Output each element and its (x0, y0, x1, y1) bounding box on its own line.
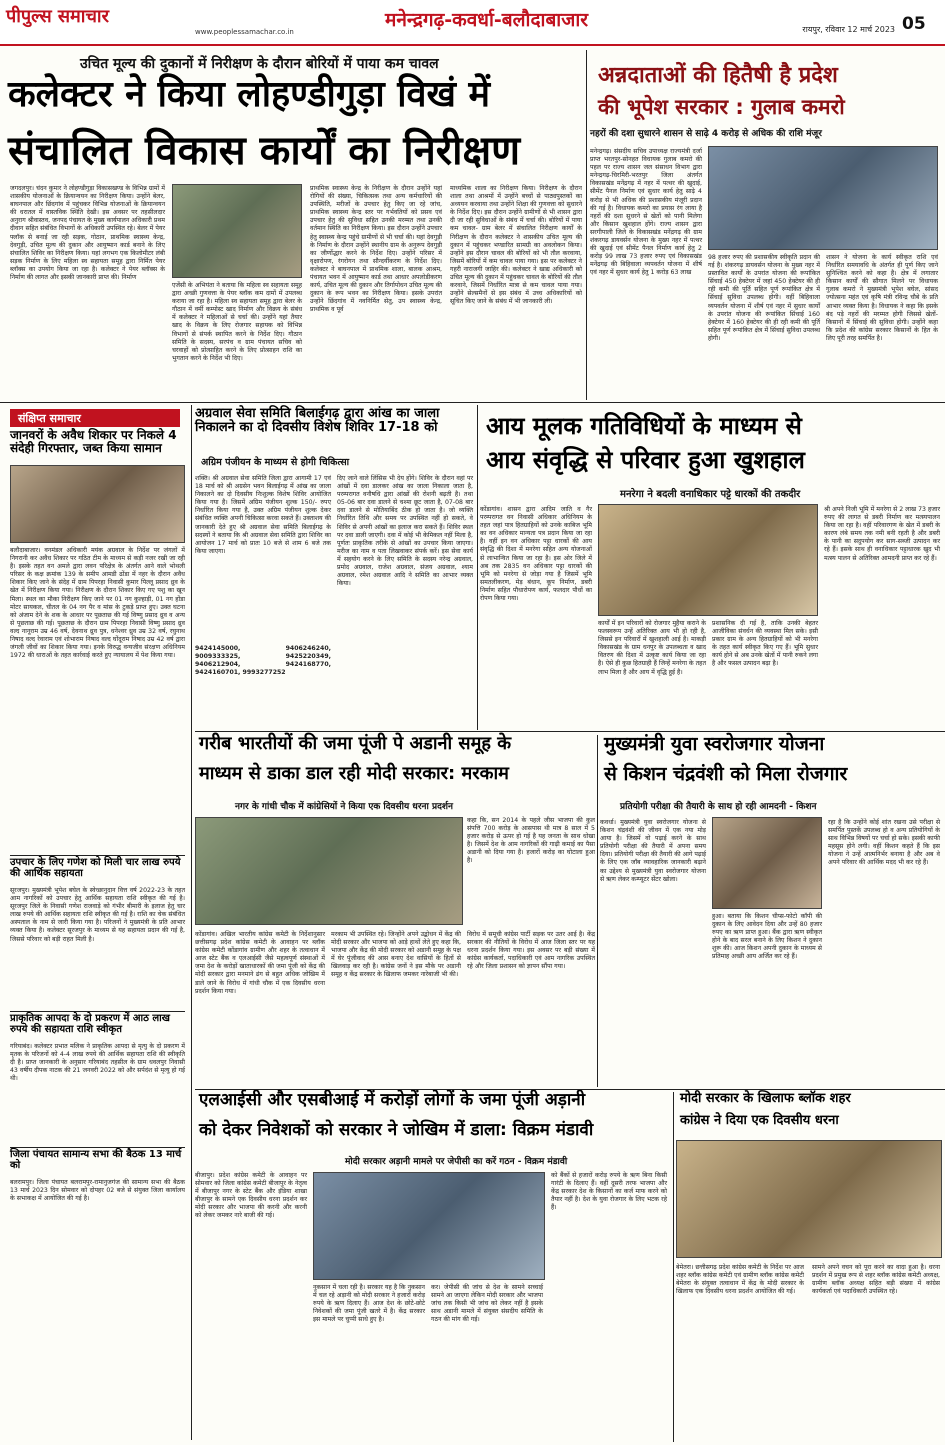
story7-subhead: मोदी सरकार अड़ानी मामले पर जेपीसी का करें गठन - विक्रम मंडावी (345, 1157, 568, 1167)
story2-headline-1: अन्नदाताओं की हितैषी है प्रदेश (598, 63, 838, 88)
story5-column-1: कोंडागांव। अखिल भारतीय कांग्रेस कमेटी के निर्देशानुसार छत्तीसगढ़ प्रदेश कांग्रेस कमेटी के आवाहन पर ब्लॉक कांग्रेस कमेटी कोंडागांव ग्रामीण और शहर के तत्वाधान में आज स्टेट बैंक व एलआईसी जैसे महत्वपूर्ण संस्थाओं में जमा देश के करोड़ों खाताधारकों की जमा पूंजी को केंद्र की मोदी सरकार द्वारा मनमाने ढंग से बहुत अधिक जोखिम में डाले जाने के विरोध में गांधी चौक में एक दिवसीय धरना प्रदर्शन किया गया। (195, 931, 325, 995)
story-block-congress-protest (676, 1092, 942, 1442)
story8-column-1: बेमेतरा। छत्तीसगढ़ प्रदेश कांग्रेस कमेटी के निर्देश पर आज शहर ब्लॉक कांग्रेस कमेटी एवं ग्रामीण ब्लॉक कांग्रेस कमेटी बेमेतरा के संयुक्त तत्वाधान में केंद्र के मोदी सरकार के खिलाफ एक दिवसीय धरना प्रदर्शन आयोजित की गई। (676, 1264, 804, 1296)
story6-headline-1: मुख्यमंत्री युवा स्वरोजगार योजना (604, 733, 825, 755)
story6-column-3: रहा है कि उन्होंने कोई शांत रखना उसे परीक्षा से समर्पित पुस्तकें उपलब्ध हो व अन्य प्रतियोगियों के साथ विभिन्न विषयों पर चर्चा हो सके। इसकी काफी महसूस होने लगी। वहीं किशन कहते हैं कि इस योजना ने उन्हें आत्मनिर्भर बनाया है और अब वे अपने परिवार की आर्थिक मदद भी कर रहे हैं। (828, 819, 940, 867)
logo (6, 4, 166, 28)
story1-photo (172, 184, 302, 278)
row-rule-1 (0, 402, 945, 403)
story3-subhead: अग्रिम पंजीयन के माध्यम से होगी चिकित्सा (201, 457, 350, 468)
brief-divider-2 (10, 1011, 185, 1012)
story-income-growth (480, 410, 942, 730)
story5-headline-1: गरीब भारतीयों की जमा पूंजी पे अडानी समूह के (199, 733, 512, 754)
story2-photo (708, 146, 938, 250)
column-rule-5 (673, 1092, 674, 1442)
story1-column-3: प्राथमिक स्वास्थ्य केन्द्र के निरीक्षण के दौरान उन्होंने यहां रोगियों की संख्या, चिकित्सक तथा अन्य कर्मचारियों की उपस्थिति, मरीजों के उपचार हेतु किए जा रहे जांच, प्राथमिक स्वास्थ्य केन्द्र स्तर पर गर्भवतियों को प्रसव एवं उपचार हेतु की सुविधा सहित उनकी मरम्मत तथा उनकी वर्तमान स्थिति का निरीक्षण किया। इस दौरान उन्होंने उपचार हेतु स्वास्थ्य केन्द्र पहुंचे ग्रामीणों से भी चर्चा की। यहां देवगुड़ी के निर्माण के दौरान उन्होंने स्थानीय ग्राम के अनुरूप देवगुड़ी का जीर्णोद्धार करने के निर्देश दिए। उन्होंने परिसर में वृक्षारोपण, रंगरोगन तथा सौन्दर्यीकरण के निर्देश दिए। कलेक्टर ने बाघनपाल में प्राथमिक शाला, बालक आश्रम, पंचायत भवन में आयुष्मान कार्ड तथा आधार अपलोडीकरण कार्य, उचित मूल्य की दुकान और तिर्गापोधन उचित मूल्य की दुकान के रूप भवन का निरीक्षण किया। इसके उपरांत उन्होंने छिंदगांव में नवनिर्मित सेतु, उप स्वास्थ्य केन्द्र, प्राथमिक व पूर्व (310, 185, 442, 314)
story4-headline-1: आय मूलक गतिविधियों के माध्यम से (486, 412, 802, 440)
story4-column-2: कार्यों में इन परिवारों को रोजगार मुहैया कराने के फलस्वरूप उन्हें अतिरिक्त आय भी हो रही है, जिससे इन परिवारों में खुशहाली आई है। माकड़ी विकासखंड के ग्राम धनपुर के उपलब्धता व खाद वितरण की दिशा में उत्कृष्ट कार्य किया जा रहा है। ऐसे ही कुछ हितग्राही हैं जिन्हें मनरेगा के तहत लाभ मिला है और आय में वृद्धि हुई है। (598, 620, 706, 676)
column-rule-4 (597, 735, 598, 1087)
story2-headline-2: की भूपेश सरकार : गुलाब कमरो (598, 95, 845, 119)
story4-column-1: कोंडागांव। शासन द्वारा आदिम जाति व गैर परम्परागत वन निवासी अधिकार अधिनियम के तहत जहां पात्र हितग्राहियों को उनके काबिज भूमि का वन अधिकार मान्यता पत्र प्रदान किया जा रहा है। वहीं इन वन अधिकार पट्टा धारकों की आय संवृद्धि की दिशा में मनरेगा सहित अन्य योजनाओं से लाभान्वित किया जा रहा है। इस ओर जिले में अब तक 2835 वन अधिकार पट्टा धारकों की भूमि को मनरेगा से जोड़ा गया है जिसमें भूमि समतलीकरण, मेड़ बंधान, कूप निर्माण, डबरी निर्माण सहित पौधारोपण कार्य, फलदार पौधों का रोपण किया गया। (480, 506, 592, 603)
row-rule-2 (195, 731, 945, 732)
meeting-text: बलरामपुर। जिला पंचायत बलरामपुर-रामानुजगंज की सामान्य सभा की बैठक 13 मार्च 2023 दिन सोमवार को दोपहर 02 बजे से संयुक्त जिला कार्यालय के सभाकक्ष में आयोजित की गई है। (10, 1179, 185, 1203)
brief-text: बलौदाबाजार। वनमंडल अधिकारी मयंक अग्रवाल के निर्देश पर जंगलों में निगरानी कर अवैध शिकार पर गठित टीम के माध्यम से कड़ी नजर रखी जा रही है। इसके तहत वन अमले द्वारा लवन परिक्षेत्र के अंतर्गत आने वाले भोथली परिसर के कक्ष क्रमांक 139 के समीप आमडी ढोंडा में नहर के दौरान अवैध शिकार किए जाने के संदेह में ग्राम पिपरहा निवासी कुमार पिल्लू प्रसाद ध्रुव के खेत में निरीक्षण किया गया। निरीक्षण के दौरान शिकार किए गए पशु का खून मिला। स्थल का मौका निरीक्षण किए जाने पर 01 नग कुल्हाड़ी, 01 नग होंडा मोटर सायकल, चीतल के 04 नग पैर व मांस के टुकड़े प्राप्त हुए। उक्त घटना को अंजाम देने के शक के आधार पर पूछताछ की गई विष्णु प्रसाद ध्रुव व अन्य से पूछताछ की गई। पूछताछ के दौरान ग्राम पिपरहा निवासी विष्णु प्रसाद ध्रुव वल्द नानूराम उम्र 46 वर्ष, देवनाथ ध्रुव पुत्र, धनेश्वर ध्रुव उम्र 32 वर्ष, रघुनाथ निषाद वल्द रेवाराम एवं शोभाराम निषाद वल्द घोंदूराम निषाद उम्र 42 वर्ष द्वारा जंगली जीवों का शिकार किया गया। इनके विरुद्ध वन्यजीव संरक्षण अधिनियम 1972 की धाराओं के तहत कार्रवाई करते हुए न्यायालय में पेश किया गया। (10, 547, 185, 660)
story3-column-2: दिए जाने वाले लिंसिस भी देय होंगे। शिविर के दौरान वहां पर आंखों में दवा डालकर आंख का जाला निकाला जाता है, परम्परागत वनौषधि द्वारा आंखों की रोशनी बढ़ती है। तथा 05-06 बार दवा डालने से चश्मा छूट जाता है, 07-08 बार दवा डालने से मोतियाबिंद ठीक हो जाता है। जो व्यक्ति निर्धारित तिथि और समय पर उपस्थित नहीं हो सकते, वे शिविर से अपनी आंखों का इलाज करा सकते हैं। शिविर स्थल पर दवा डाली जाएगी। दवा में कोई भी केमिकल नहीं मिला है, पूर्णतः प्राकृतिक तरीके से आंखों का उपचार किया जाएगा। मरीज का नाम व पता लिखवाकर संपर्क करें। इस सेवा कार्य में सहयोग करने के लिए समिति के सदस्य नरेन्द्र अग्रवाल, प्रमोद अग्रवाल, राजेश अग्रवाल, संजय अग्रवाल, श्याम अग्रवाल, रमेश अग्रवाल आदि ने समिति का आभार व्यक्त किया। (337, 475, 473, 588)
story7-headline-1: एलआईसी और एसबीआई में करोड़ों लोगों के जमा पूंजी अड़ानी (199, 1090, 586, 1110)
column-rule-1 (586, 50, 587, 400)
row-rule-3 (195, 1089, 945, 1090)
brief-divider-1 (10, 855, 185, 856)
story6-headline-2: से किशन चंद्रवंशी को मिला रोजगार (604, 763, 848, 785)
story4-subhead: मनरेगा ने बदली वनाधिकार पट्टे धारकों की तकदीर (620, 489, 801, 500)
aid2-headline: प्राकृतिक आपदा के दो प्रकरण में आठ लाख रुपये की सहायता राशि स्वीकृत (10, 1013, 170, 1035)
story1-column-2: एजेंसी के अभियंता ने बताया कि महिला स्व सहायता समूह द्वारा अच्छी गुणवत्ता के पेयर ब्लॉक कम दामों में उपलब्ध कराया जा रहा है। महिला स्व सहायता समूह द्वारा बेलर के गौठान में वर्मी कम्पोस्ट खाद निर्माण और विक्रय के संबंध में कलेक्टर ने महिलाओं से चर्चा की। उन्होंने यहां तैयार खाद के विक्रय के लिए रोजगार सहायक को विभिन्न विभागों से संपर्क स्थापित करने के निर्देश दिए। गौठान समिति के सदस्य, सरपंच व ग्राम पंचायत सचिव को चरवाहों को प्रोत्साहित करने के लिए प्रोत्साहन राशि का भुगतान करने के निर्देश भी दिए। (172, 282, 302, 362)
story1-kicker: उचित मूल्य की दुकानों में निरीक्षण के दौरान बोरियों में पाया कम चावल (80, 56, 439, 72)
story5-column-3: कहा कि, सन 2014 के पहले जीस भाजपा की कुल संपत्ति 700 करोड़ के आसपास थी मात्र 8 साल में 5 हजार करोड़ से ऊपर हो गई है यह जनता के साथ धोखा है। जिसमें देश के आम नागरिकों की गाढ़ी कमाई का पैसा अडानी को दिया गया है। हजारों करोड़ का घोटाला हुआ है। (467, 817, 595, 865)
story2-column-2: 98 हजार रुपए की प्रशासकीय स्वीकृति प्रदान की गई है। शंकरगढ़ डायवर्सन योजना के मुख्य नहर में प्रस्तावित कार्यों के उपरांत योजना की रूपांकित सिंचाई 450 हेक्टेयर में जहां 450 हेक्टेयर की ही रही कमी की पूर्ति सहित पूर्ण रूपांकित क्षेत्र में सिंचाई सुविधा उपलब्ध होगी। वहीं बिहिवाला व्यपवर्तन योजना में शीर्ष एवं नहर में सुधार कार्यों के उपरांत योजना की रूपांकित सिंचाई 160 हेक्टेयर में 160 हेक्टेयर की ही रही कमी की पूर्ति सहित पूर्ण रूपांकित क्षेत्र में सिंचाई सुविधा उपलब्ध होगी। (708, 254, 820, 342)
story7-column-2: नुकसान में चला रही है। सरकार यह है कि नुकसान में चल रहे अड़ानी को मोदी सरकार ने हजारों करोड़ रुपये के ऋण दिलाए हैं। आज देश के छोटे-छोटे निवेशकों की जमा पूंजी खतरे में है। केंद्र सरकार इस मामले पर चुप्पी साधे हुए है। (313, 1284, 425, 1324)
edition-title: मनेन्द्रगढ़-कवर्धा-बलौदाबाजार (385, 9, 589, 31)
story8-headline-1: मोदी सरकार के खिलाफ ब्लॉक शहर (680, 1091, 851, 1106)
story-youth-employment (600, 735, 942, 1087)
brief-divider-3 (10, 1147, 185, 1148)
page-number: 05 (902, 14, 926, 34)
story5-column-2: मरकाम भी उपस्थित रहे। जिन्होंने अपने उद्बोधन में केंद्र की मोदी सरकार और भाजपा को आड़े हाथों लेते हुए कहा कि, भाजपा और केंद्र की मोदी सरकार को अडानी समूह के पक्ष में घेर पूंजीवाद की आस बनाए देश वासियों के हितों से खिलवाड़ कर रही है। कांग्रेस जनों ने इस मौके पर अडानी समूह व केंद्र सरकार के खिलाफ जमकर नारेबाजी भी की। (331, 931, 461, 979)
aid1-text: सूरजपुर। मुख्यमंत्री भूपेश बघेल के स्वेच्छानुदान वित्त वर्ष 2022-23 के तहत आम नागरिकों को उपचार हेतु आर्थिक सहायता राशि स्वीकृत की गई है। सूरजपुर जिले के निवासी गणेश राजवाड़े को गंभीर बीमारी के इलाज हेतु चार लाख रुपये की आर्थिक सहायता राशि स्वीकृत की गई है। राशि का चेक संबंधित अस्पताल के नाम से जारी किया गया है। परिजनों ने मुख्यमंत्री के प्रति आभार व्यक्त किया है। कलेक्टर सूरजपुर के माध्यम से यह सहायता प्रदान की गई है, जिससे परिवार को बड़ी राहत मिली है। (10, 887, 185, 943)
logo-text: पीपुल्स समाचार (6, 6, 109, 27)
story5-photo (195, 817, 463, 925)
story1-column-4: माध्यमिक शाला का निरीक्षण किया। निरीक्षण के दौरान शाला तथा आश्रमों में उन्होंने बच्चों से पाठ्यपुस्तकों का अध्ययन करवाया तथा उन्होंने शिक्षा की गुणवत्ता को सुधारने के निर्देश दिए। इस दौरान उन्होंने ग्रामीणों से भी शासन द्वारा दी जा रही सुविधाओं के संबंध में चर्चा की। बोरियों में पाया कम चावल- ग्राम बेलर में संचालित निरीक्षण कार्यों के निरीक्षण के दौरान कलेक्टर ने शासकीय उचित मूल्य की दुकान में पहुंचकर भण्डारित सामग्री का अवलोकन किया। उन्होंने इस दौरान चावल की बोरियों को भी तौल करवाया, जिसमें बोरियों में कम चावल पाया गया। इस पर कलेक्टर ने गहरी नाराजगी जाहिर की। कलेक्टर ने खाद्य अधिकारी को उचित मूल्य की दुकान में पहुंचकर चावल के बोरियों की तौल करवाने, जिसमें निर्धारित मात्रा से कम चावल पाया गया। उन्होंने सेल्समैनों से इस संबंध में उच्च अधिकारियों को सूचित किए जाने के संबंध में भी जानकारी ली। (450, 185, 582, 306)
story7-column-1: बीजापुर। प्रदेश कांग्रेस कमेटी के आवाहन पर सोमवार को जिला कांग्रेस कमेटी बीजापुर के नेतृत्व में बीजापुर नगर के स्टेट बैंक और इंडिया शाखा बीजापुर के सामने एक दिवसीय धरना प्रदर्शन कर मोदी सरकार और भाजपा की करनी और करनी को लेकर जमकर नारे बाजी की गई। (195, 1172, 307, 1220)
story5-column-4: विरोध में समूची कांग्रेस पार्टी सड़क पर उतर आई है। केंद्र सरकार की नीतियों के विरोध में आज जिला स्तर पर यह धरना प्रदर्शन किया गया। इस अवसर पर बड़ी संख्या में कांग्रेस कार्यकर्ता, पदाधिकारी एवं आम नागरिक उपस्थित रहे और जिला प्रशासन को ज्ञापन सौंपा गया। (467, 931, 595, 971)
story7-headline-2: को देकर निवेशकों को सरकार ने जोखिम में डाला: विक्रम मंडावी (199, 1120, 594, 1140)
story-annadata (590, 50, 942, 342)
brief-headline: जानवरों के अवैध शिकार पर निकले 4 संदेही गिरफ्तार, जब्त किया सामान (10, 428, 177, 455)
website[interactable]: www.peoplessamachar.co.in (195, 28, 294, 36)
column-rule-2 (191, 405, 192, 1440)
story8-headline-2: कांग्रेस ने दिया एक दिवसीय धरना (680, 1113, 839, 1128)
story6-column-1: कवर्धा। मुख्यमंत्री युवा स्वरोजगार योजना से किशन चंद्रवंशी की जीवन में एक नया मोड़ आया है। जिसमें वो पढ़ाई करने के साथ प्रतियोगी परीक्षा की तैयारी में अपना समय दिया। प्रतियोगी परीक्षा की तैयारी की आगे पढ़ाई के लिए एक जॉब व्यावहारिक जानकारी बढ़ाने का उद्देश्य से मुख्यमंत्री युवा स्वरोजगार योजना से ऋण लेकर कम्प्यूटर सेंटर खोला। (600, 819, 706, 883)
story5-subhead: नगर के गांधी चौक में कांग्रेसियों ने किया एक दिवसीय धरना प्रदर्शन (235, 802, 453, 812)
dateline: रायपुर, रविवार 12 मार्च 2023 (802, 25, 895, 34)
story6-photo (712, 817, 822, 909)
column-rule-3 (477, 405, 478, 730)
story2-subhead: नहरों की दशा सुधारने शासन से साढ़े 4 करोड़ से अधिक की राशि मंजूर (590, 129, 822, 139)
story4-headline-2: आय संवृद्धि से परिवार हुआ खुशहाल (486, 446, 805, 474)
masthead (0, 0, 945, 46)
aid2-text: गरियाबंद। कलेक्टर प्रभात मलिक ने प्राकृतिक आपदा से मृत्यु के दो प्रकरण में मृतक के परिजनों को 4-4 लाख रुपये की आर्थिक सहायता राशि की स्वीकृति दी है। प्राप्त जानकारी के अनुसार गरियाबंद तहसील के ग्राम धवलपुर निवासी 43 वर्षीय दीपक नाटक की 21 जनवरी 2022 को और सर्पदंश से मृत्यु हो गई थी। (10, 1043, 185, 1083)
story2-column-3: शासन ने योजना के कार्य स्वीकृत राशि एवं निर्धारित समयावधि के अंतर्गत ही पूर्ण किए जाने सुनिश्चित करने को कहा है। क्षेत्र में लगातार किसान कार्यों की सौगात मिलने पर विधायक गुलाब कमरो ने मुख्यमंत्री भूपेश बघेल, सांसद ज्योत्सना महंत एवं कृषि मंत्री रविन्द्र चौबे के प्रति आभार व्यक्त किया है। विधायक ने कहा कि इसके बंद पड़े नहरों की मरम्मत होगी जिससे खेतों-किसानों में सिंचाई की सुविधा होगी। उन्होंने कहा कि प्रदेश की कांग्रेस सरकार किसानों के हित के लिए पूरी तरह समर्पित है। (826, 254, 938, 342)
story-adani-markam (195, 735, 595, 1087)
story4-column-3: प्रशासनिक दी गई है, ताकि उनकी बेहतर आजीविका संवर्धन की व्यवस्था मिल सके। इसी प्रकार ग्राम के अन्य हितग्राहियों को भी मनरेगा के तहत कार्य स्वीकृत किए गए हैं। भूमि सुधार कार्य होने से अब उनके खेतों में पानी रुकने लगा है और फसल उत्पादन बढ़ा है। (712, 620, 818, 668)
aid1-headline: उपचार के लिए गणेश को मिली चार लाख रुपये की आर्थिक सहायता (10, 857, 181, 879)
story7-column-3: कर। जेपीसी की जांच से देश के सामने सच्चाई सामने आ जाएगा लेकिन मोदी सरकार और भाजपा जांच तक किसी भी जांच को लेकर नहीं है इसके साथ अडानी मामले में संयुक्त संसदीय समिति के गठन की मांग की गई। (431, 1284, 544, 1324)
story5-headline-2: माध्यम से डाका डाल रही मोदी सरकार: मरकाम (199, 763, 509, 784)
story7-photo (313, 1172, 545, 1280)
story2-column-1: मनेन्द्रगढ़। संसदीय सचिव उपाध्यक्ष राज्यमंत्री दर्जा प्राप्त भरतपुर-सोनहत विधायक गुलाब कमरो की पहल पर राज्य शासन जल संसाधन विभाग द्वारा मनेन्द्रगढ़-चिरमिरी-भरतपुर जिला अंतर्गत विकासखंड मनेंद्रगढ़ में नहर में पत्थर की खुदाई, सीमेंट पैनल निर्माण एवं सुधार कार्य हेतु साढ़े 4 करोड़ से भी अधिक की प्रशासकीय मंजूरी प्रदान की गई है। विधायक कमरो का प्रयास रंग लाया है नहरों की दशा सुधरने से खेतों को पानी मिलेगा और किसान खुशहाल होंगे। राज्य शासन द्वारा सरगीपाली जिले के विकासखंड मनेंद्रगढ़ की ग्राम शंकरगढ़ डायवर्सन योजना के मुख्य नहर में पत्थर की खुदाई एवं सीमेंट पैनल निर्माण कार्य हेतु 2 करोड़ 99 लाख 73 हजार रुपए एवं विकासखंड मनेंद्रगढ़ की बिहिवाला व्यपवर्तन योजना में शीर्ष एवं नहर में सुधार कार्य हेतु 1 करोड़ 63 लाख (590, 148, 702, 277)
story1-headline-1: कलेक्टर ने किया लोहण्डीगुड़ा विखं में (8, 74, 491, 115)
story4-photo (598, 504, 818, 616)
story6-subhead: प्रतियोगी परीक्षा की तैयारी के साथ हो रही आमदनी - किशन (620, 802, 817, 812)
brief-label: संक्षिप्त समाचार (10, 409, 180, 427)
story8-photo (676, 1140, 942, 1258)
story7-column-4: को बैंकों से हजारों करोड़ रुपये के ऋण बिना किसी गारंटी के दिलाए हैं। वहीं दूसरी तरफ भाजपा और केंद्र सरकार देश के किसानों का कर्ज माफ करने को तैयार नहीं है। देश के युवा रोजगार के लिए भटक रहे हैं। (551, 1172, 667, 1212)
story-lic-sbi-mandavi (195, 1092, 670, 1442)
story6-column-2: हुआ। बताया कि किशन चीप्स-फोटो कॉपी की दुकान के लिए आवेदन दिया और उन्हें 80 हजार रुपए का ऋण प्राप्त हुआ। बैंक द्वारा ऋण स्वीकृत होने के बाद सरल बनाने के लिए किशन ने दुकान शुरू की। आज किशन अपनी दुकान के माध्यम से प्रतिमाह अच्छी आय अर्जित कर रहे हैं। (712, 913, 822, 961)
story3-headline: अग्रवाल सेवा समिति बिलाईगढ़ द्वारा आंख का जाला निकालने का दो दिवसीय विशेष शिविर 17-18 को (195, 406, 440, 435)
story3-column-1: शक्ति। श्री अग्रवाल सेवा समिति जिला द्वारा आगामी 17 एवं 18 मार्च को श्री अग्रसेन भवन बिलाईगढ़ में आंख का जाला निकालने का दो दिवसीय निःशुल्क विशेष शिविर आयोजित किया गया है। जिसमें अग्रिम पंजीयन शुल्क 150/- रुपए निर्धारित किया गया है, उक्त अग्रिम पंजीयन शुल्क देकर संबंधित व्यक्ति अपनी चिकित्सा करवा सकते हैं। उक्ताशय की जानकारी देते हुए श्री अग्रवाल सेवा समिति बिलाईगढ़ के सदस्यों ने बताया कि श्री अग्रवाल सेवा समिति द्वारा शिविर का आयोजन 17 मार्च को प्रातः 10 बजे से शाम 6 बजे तक किया जाएगा। (195, 475, 331, 555)
meeting-headline: जिला पंचायत सामान्य सभा की बैठक 13 मार्च को (10, 1149, 182, 1171)
brief-section (0, 405, 190, 1445)
story4-column-4: श्री अपने निजी भूमि में मनरेगा से 2 लाख 73 हजार रुपए की लागत से डबरी निर्माण कर मत्स्यपालन किया जा रहा है। वहीं परिवारगण के खेत में डबरी के कारण लंबे समय तक नमी बनी रहती है और डबरी के पानी का सदुपयोग कर साग-सब्जी उत्पादन कर रहे हैं। इसके साथ ही वनाधिकार पट्टाधारक खुद भी मत्स्य पालन से अतिरिक्त आमदनी प्राप्त कर रहे हैं। (824, 506, 940, 562)
story1-headline-2: संचालित विकास कार्यों का निरीक्षण (8, 128, 521, 174)
story-eye-camp (195, 405, 475, 725)
brief-photo (10, 465, 185, 543)
story8-column-2: सामने अपने वचन को पूरा करने का वादा हुआ है। धरना प्रदर्शन में प्रमुख रूप से शहर ब्लॉक कांग्रेस कमेटी अध्यक्ष, ग्रामीण ब्लॉक अध्यक्ष सहित बड़ी संख्या में कांग्रेस कार्यकर्ता एवं पदाधिकारी उपस्थित रहे। (812, 1264, 940, 1296)
story1-column-1: जगदलपुर। चंदन कुमार ने लोहण्डीगुड़ा विकासखण्ड के विभिन्न ग्रामों में शासकीय योजनाओं के क्रियान्वयन का निरीक्षण किया। उन्होंने बेलर, बाघनपाल और छिंदगांव में पहुंचकर विभिन्न योजनाओं के क्रियान्वयन की धरातल में वास्तविक स्थिति देखी। इस अवसर पर तहसीलदार अनुराग श्रीवास्तव, जनपद पंचायत के मुख्य कार्यपालन अधिकारी प्रथम दीवान सहित संबंधित विभागों के अधिकारी उपस्थित रहे। बेलर में पेयर फ्लॉक से बनाई जा रही सड़क, गोठान, प्राथमिक स्वास्थ्य केन्द्र, देवगुड़ी, उचित मूल्य की दुकान और आयुष्मान कार्ड बनाने के लिए संचालित शिविर का निरीक्षण किया। यहां लगभग एक किलोमीटर लंबी सड़क निर्माण के लिए महिला स्व सहायता समूह द्वारा निर्मित पेयर ब्लॉक्स का उपयोग किया जा रहा है। कलेक्टर ने पेयर ब्लॉक्स के निर्माण की लागत और इसकी जानकारी प्राप्त की। निर्माण (10, 185, 166, 282)
masthead-rule (0, 44, 945, 46)
story3-contacts: 9424145000, 9406246240, 9009333325, 9425220349, 9406212904, 9424168770, 9424160701, 9993277252 (195, 645, 331, 677)
